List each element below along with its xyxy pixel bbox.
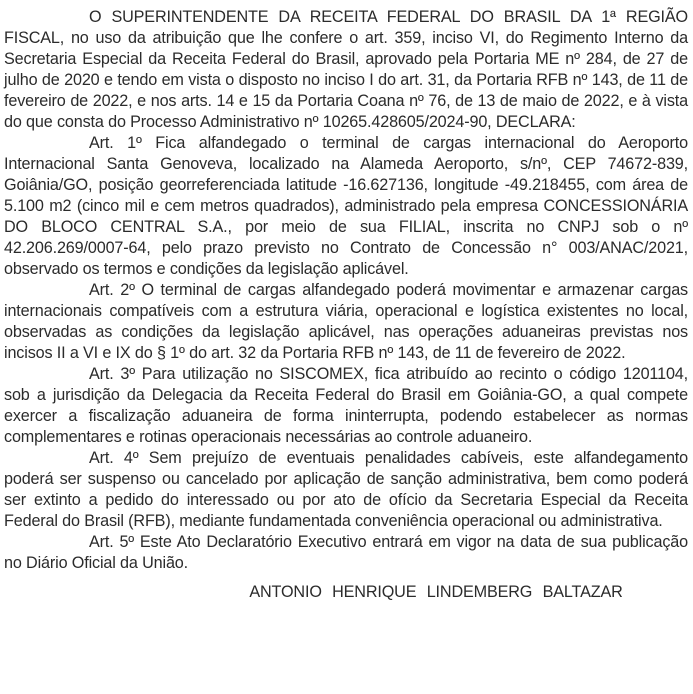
preamble-paragraph: O SUPERINTENDENTE DA RECEITA FEDERAL DO BRASIL DA 1ª REGIÃO FISCAL, no uso da atribuição que lhe confere o art. 359, inciso VI, do Regimento Interno da Secretaria Especial da Receita Federal do Brasil, aprovado pela Portaria ME nº 284, de 27 de julho de 2020 e tendo em vista o disposto no inciso I do art. 31, da Portaria RFB nº 143, de 11 de fevereiro de 2022, e nos arts. 14 e 15 da Portaria Coana nº 76, de 13 de maio de 2022, e à vista do que consta do Processo Administrativo nº 10265.428605/2024-90, DECLARA: [4,8,688,131]
article-5-paragraph: Art. 5º Este Ato Declaratório Executivo entrará em vigor na data de sua publicação no Diário Oficial da União. [4,533,688,572]
article-1-paragraph: Art. 1º Fica alfandegado o terminal de cargas internacional do Aeroporto Internacional Santa Genoveva, localizado na Alameda Aeroporto, s/nº, CEP 74672-839, Goiânia/GO, posição georreferenciada latitude -16.627136, longitude -49.218455, com área de 5.100 m2 (cinco mil e cem metros quadrados), administrado pela empresa CONCESSIONÁRIA DO BLOCO CENTRAL S.A., por meio de sua FILIAL, inscrita no CNPJ sob o nº 42.206.269/0007-64, pelo prazo previsto no Contrato de Concessão n° 003/ANAC/2021, observado os termos e condições da legislação aplicável. [4,134,688,278]
article-2-paragraph: Art. 2º O terminal de cargas alfandegado poderá movimentar e armazenar cargas internacionais compatíveis com a estrutura viária, operacional e logística existentes no local, observadas as condições da legislação aplicável, nas operações aduaneiras previstas nos incisos II a VI e IX do § 1º do art. 32 da Portaria RFB nº 143, de 11 de fevereiro de 2022. [4,281,688,362]
article-4-paragraph: Art. 4º Sem prejuízo de eventuais penalidades cabíveis, este alfandegamento poderá ser suspenso ou cancelado por aplicação de sanção administrativa, bem como poderá ser extinto a pedido do interessado ou por ato de ofício da Secretaria Especial da Receita Federal do Brasil (RFB), mediante fundamentada conveniência operacional ou administrativa. [4,449,688,530]
signature-name: ANTONIO HENRIQUE LINDEMBERG BALTAZAR [249,583,623,601]
article-3-paragraph: Art. 3º Para utilização no SISCOMEX, fica atribuído ao recinto o código 1201104, sob a jurisdição da Delegacia da Receita Federal do Brasil em Goiânia-GO, a qual compete exercer a fiscalização aduaneira de forma ininterrupta, podendo estabelecer as normas complementares e rotinas operacionais necessárias ao controle aduaneiro. [4,365,688,446]
